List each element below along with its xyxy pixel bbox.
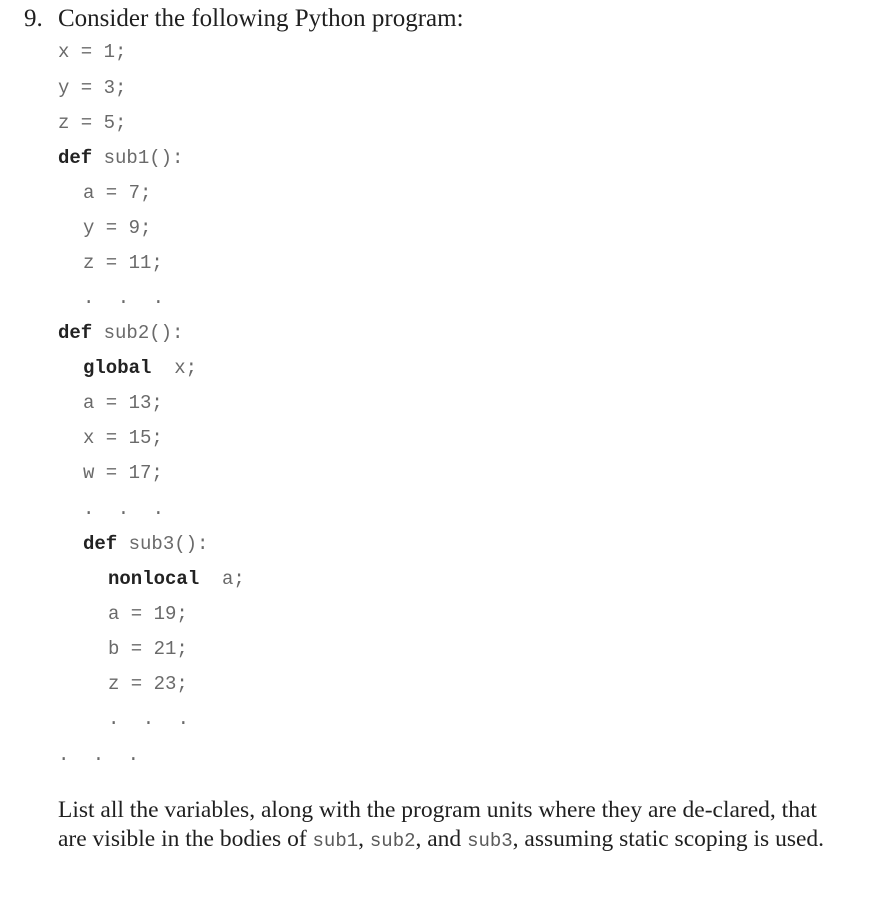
inline-code-sub3: sub3 (467, 830, 513, 852)
code-line-sub1-y: y = 9; (83, 217, 152, 239)
function-signature-sub3: sub3(): (128, 533, 209, 555)
code-line-def-sub1 (58, 146, 183, 170)
code-line-sub1-z: z = 11; (83, 252, 163, 274)
code-line-x: x = 1; (58, 41, 127, 63)
code-ellipsis-sub2: . . . (83, 498, 171, 520)
keyword-def: def (83, 533, 118, 555)
code-line-z: z = 5; (58, 112, 127, 134)
code-line-sub3-z: z = 23; (108, 673, 188, 695)
question-heading (24, 4, 464, 34)
prompt-separator-2: , and (415, 826, 468, 852)
code-line-y: y = 3; (58, 77, 127, 99)
inline-code-sub2: sub2 (369, 830, 416, 852)
question-prompt (58, 796, 838, 856)
code-line-sub2-global (83, 356, 197, 380)
function-signature-sub2: sub2(): (103, 322, 184, 344)
prompt-separator-1: , (358, 826, 370, 852)
code-ellipsis-sub1: . . . (83, 287, 171, 309)
keyword-global: global (83, 357, 152, 379)
code-line-sub2-a: a = 13; (83, 392, 163, 414)
nonlocal-variable: a; (222, 568, 245, 590)
code-line-sub2-w: w = 17; (83, 462, 163, 484)
code-line-def-sub2 (58, 321, 183, 345)
code-line-sub3-a: a = 19; (108, 603, 188, 625)
question-number: 9. (24, 5, 43, 32)
code-ellipsis-end: . . . (58, 744, 146, 766)
code-ellipsis-sub3: . . . (108, 708, 196, 730)
code-line-sub1-a: a = 7; (83, 182, 152, 204)
code-line-sub2-x: x = 15; (83, 427, 163, 449)
global-variable: x; (174, 357, 198, 379)
prompt-text-start: List all the variables, along with the program units where they are de-clared, that are visible in the bodies of (58, 797, 817, 852)
code-line-sub3-nonlocal (108, 567, 245, 591)
question-text: Consider the following Python program: (58, 5, 464, 32)
code-line-sub3-b: b = 21; (108, 638, 188, 660)
code-line-def-sub3 (83, 532, 208, 556)
function-signature-sub1: sub1(): (103, 147, 184, 169)
prompt-text-end: , assuming static scoping is used. (512, 826, 825, 852)
keyword-nonlocal: nonlocal (108, 568, 200, 590)
inline-code-sub1: sub1 (312, 830, 359, 852)
keyword-def: def (58, 322, 93, 344)
keyword-def: def (58, 147, 93, 169)
